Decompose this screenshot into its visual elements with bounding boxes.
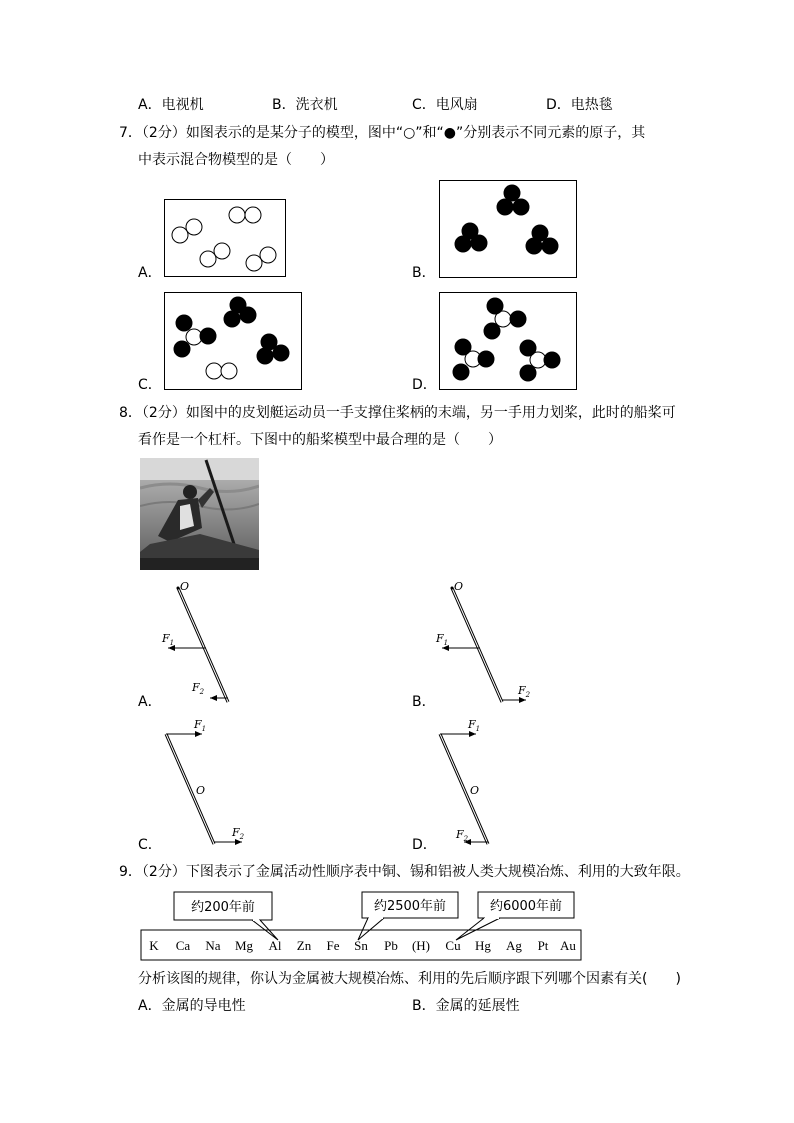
force-label-f2: $F_2$	[232, 826, 245, 841]
metal-pt: Pt	[537, 938, 549, 953]
q8-label-b: B．	[412, 694, 436, 710]
fulcrum-label-o: O	[470, 784, 480, 797]
q6-option-b: B．洗衣机	[272, 97, 338, 113]
q8-label-c: C．	[138, 837, 162, 853]
metal-pb: Pb	[384, 938, 398, 953]
callout-sn: 约2500年前	[373, 899, 447, 914]
metal-ca: Ca	[175, 938, 191, 953]
molecule-diagram-b	[440, 181, 576, 277]
metal-mg: Mg	[234, 938, 254, 953]
kayak-athlete-photo	[140, 458, 259, 570]
q6-option-a: A．电视机	[138, 97, 204, 113]
force-label-f1: $F_1$	[436, 632, 449, 647]
q8-stem-line1: 8．（2分）如图中的皮划艇运动员一手支撑住桨柄的末端，另一手用力划桨，此时的船桨可	[119, 405, 676, 421]
callout-cu: 约6000年前	[489, 899, 563, 914]
metal-fe: Fe	[326, 938, 340, 953]
force-label-f1: $F_1$	[194, 718, 207, 733]
q9-stem-line1: 9．（2分）下图表示了金属活动性顺序表中铜、锡和铝被人类大规模冶炼、利用的大致年限。	[119, 864, 690, 880]
molecule-diagram-d	[440, 293, 576, 389]
lever-diagram-d	[424, 716, 534, 851]
callout-al: 约200年前	[191, 900, 255, 915]
q8-stem-line2: 看作是一个杠杆。下图中的船桨模型中最合理的是（ ）	[138, 432, 502, 448]
metal-ag: Ag	[506, 938, 522, 953]
lever-diagram-c	[150, 716, 260, 851]
q7-stem-line2: 中表示混合物模型的是（ ）	[138, 152, 334, 168]
q7-label-b: B．	[412, 265, 436, 281]
force-label-f1: $F_1$	[468, 718, 481, 733]
metal-na: Na	[205, 938, 221, 953]
metal-activity-diagram	[140, 890, 585, 962]
q9-option-a: A．金属的导电性	[138, 998, 246, 1014]
q7-model-c	[164, 292, 302, 390]
q7-label-a: A．	[138, 265, 162, 281]
q7-model-d	[439, 292, 577, 390]
q9-stem-line2: 分析该图的规律，你认为金属被大规模冶炼、利用的先后顺序跟下列哪个因素有关( )	[138, 971, 681, 987]
q7-label-c: C．	[138, 377, 162, 393]
q6-option-c: C．电风扇	[412, 97, 478, 113]
q7-label-d: D．	[412, 377, 437, 393]
q6-option-d: D．电热毯	[546, 97, 613, 113]
fulcrum-label-o: O	[454, 580, 464, 593]
fulcrum-label-o: O	[180, 580, 190, 593]
lever-diagram-a	[150, 578, 250, 708]
q8-label-d: D．	[412, 837, 437, 853]
metal-hg: Hg	[475, 938, 491, 953]
q7-model-a	[164, 199, 286, 277]
metal-cu: Cu	[445, 938, 461, 953]
metal-al: Al	[268, 938, 282, 953]
metal-h: (H)	[411, 938, 431, 953]
force-label-f2: $F_2$	[456, 828, 469, 843]
fulcrum-label-o: O	[196, 784, 206, 797]
force-label-f2: $F_2$	[192, 681, 205, 696]
q8-label-a: A．	[138, 694, 162, 710]
force-label-f1: $F_1$	[162, 632, 175, 647]
metal-au: Au	[560, 938, 576, 953]
q9-option-b: B．金属的延展性	[412, 998, 520, 1014]
lever-diagram-b	[424, 578, 544, 708]
q7-model-b	[439, 180, 577, 278]
metal-zn: Zn	[296, 938, 312, 953]
molecule-diagram-c	[165, 293, 301, 389]
q7-stem-line1: 7．（2分）如图表示的是某分子的模型，图中“○”和“●”分别表示不同元素的原子，其	[119, 125, 646, 141]
force-label-f2: $F_2$	[518, 684, 531, 699]
metal-sn: Sn	[354, 938, 368, 953]
molecule-diagram-a	[165, 200, 285, 276]
metal-k: K	[149, 938, 159, 953]
